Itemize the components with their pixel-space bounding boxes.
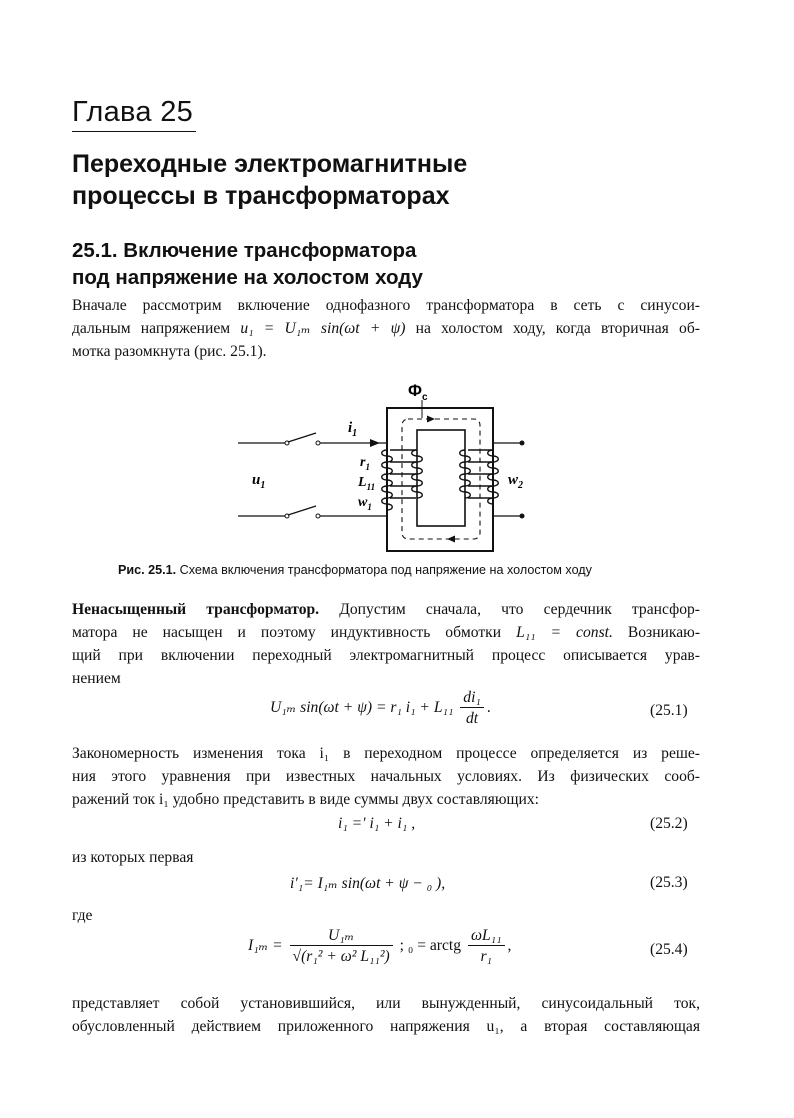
fraction-numerator: U₁ₘ <box>290 926 393 946</box>
text-fragment: Допустим сначала, что сердечник трансфор- <box>339 601 700 618</box>
text-line: Вначале рассмотрим включение однофазного трансформатора в сеть с синусои- <box>72 297 700 314</box>
figure-caption <box>118 563 678 577</box>
current-arrow <box>370 439 380 447</box>
text-line: ния этого уравнения при известных начальных условиях. Из физических сооб- <box>72 768 700 785</box>
paragraph-current <box>72 742 700 811</box>
paragraph-first <box>72 846 700 869</box>
text-line: щий при включении переходный электромагнитный процесс описывается урав- <box>72 647 700 664</box>
fraction-denominator: √(r₁² + ω² L₁₁²) <box>292 948 390 965</box>
text-line: нением <box>72 670 121 687</box>
chapter-title <box>72 148 732 212</box>
switch-top <box>288 433 316 442</box>
equation-middle: ; ₀ = arctg <box>399 937 462 955</box>
text-line: из которых первая <box>72 849 194 866</box>
u1-label: $u_1$ <box>252 472 266 491</box>
text-line: ражений ток i₁ удобно представить в виде суммы двух составляющих: <box>72 791 539 808</box>
caption-label: Рис. 25.1. <box>118 563 177 577</box>
core-window <box>417 430 465 526</box>
unsaturated-paragraph <box>72 598 700 690</box>
r1-label: $r_1$ <box>360 455 370 472</box>
formula-inline: L₁₁ = const. <box>516 624 613 641</box>
section-title-line: под напряжение на холостом ходу <box>72 266 423 289</box>
equation-tail: . <box>486 699 491 717</box>
w1-label: $w_1$ <box>358 495 372 512</box>
equation-lhs: U₁ₘ sin(ωt + ψ) = r₁ i₁ + L₁₁ <box>270 699 454 717</box>
equation-tail: , <box>507 937 512 955</box>
chapter-title-line: процессы в трансформаторах <box>72 182 450 210</box>
text-fragment: дальным напряжением <box>72 320 231 337</box>
chapter-label: Глава 25 <box>72 96 194 128</box>
switch-bottom <box>288 506 316 515</box>
equation-number: (25.2) <box>650 815 688 832</box>
fraction-numerator: ωL₁₁ <box>468 926 505 946</box>
text-line: мотка разомкнута (рис. 25.1). <box>72 343 267 360</box>
chapter-title-line: Переходные электромагнитные <box>72 150 468 178</box>
equation-number: (25.1) <box>650 702 688 719</box>
equation-25-1 <box>270 688 491 729</box>
text-fragment: на холостом ходу, когда вторичная об- <box>415 320 700 337</box>
text-fragment: Возникаю- <box>627 624 701 641</box>
text-fragment: матора не насыщен и поэтому индуктивность обмотки <box>72 624 502 641</box>
w2-label: $w_2$ <box>508 472 524 491</box>
section-title-line: 25.1. Включение трансформатора <box>72 239 417 262</box>
intro-paragraph <box>72 294 700 363</box>
text-line <box>72 598 700 621</box>
text-line: где <box>72 907 93 924</box>
section-title <box>72 237 732 291</box>
terminal-bottom <box>520 514 525 519</box>
text-line <box>72 317 700 340</box>
equation-25-4 <box>248 926 511 967</box>
fraction <box>468 926 505 967</box>
equation-lhs: I₁ₘ = <box>248 937 283 955</box>
paragraph-where <box>72 904 700 927</box>
caption-text: Схема включения трансформатора под напряжение на холостом ходу <box>179 563 592 577</box>
equation-25-3: i′₁= I₁ₘ sin(ωt + ψ − ₀ ), <box>290 875 446 892</box>
flux-arrow-bottom <box>447 536 455 543</box>
text-line <box>72 621 700 644</box>
fraction <box>460 688 484 729</box>
equation-number: (25.4) <box>650 941 688 958</box>
flux-arrow-top <box>427 416 435 423</box>
equation-25-2: i₁ =′ i₁ + i₁ , <box>338 815 416 832</box>
l11-label: $L_{11}$ <box>358 475 376 492</box>
fraction-denominator: r₁ <box>480 948 492 965</box>
transformer-diagram <box>230 378 550 558</box>
flux-label: $\Phi_c$ <box>408 381 428 403</box>
fraction <box>290 926 393 967</box>
paragraph-forced-current <box>72 992 700 1038</box>
text-line: представляет собой установившийся, или вынужденный, синусоидальный ток, <box>72 995 700 1012</box>
fraction-numerator: di₁ <box>460 688 484 708</box>
chapter-underline <box>72 131 196 132</box>
terminal-top <box>520 441 525 446</box>
current-label: $i_1$ <box>348 420 358 439</box>
text-line: обусловленный действием приложенного напряжения u₁, а вторая составляющая <box>72 1018 700 1035</box>
text-line: Закономерность изменения тока i₁ в переходном процессе определяется из реше- <box>72 745 700 762</box>
formula-inline: u₁ = U₁ₘ sin(ωt + ψ) <box>240 320 406 337</box>
equation-number: (25.3) <box>650 874 688 891</box>
fraction-denominator: dt <box>465 710 479 727</box>
paragraph-heading: Ненасыщенный трансформатор. <box>72 601 320 618</box>
